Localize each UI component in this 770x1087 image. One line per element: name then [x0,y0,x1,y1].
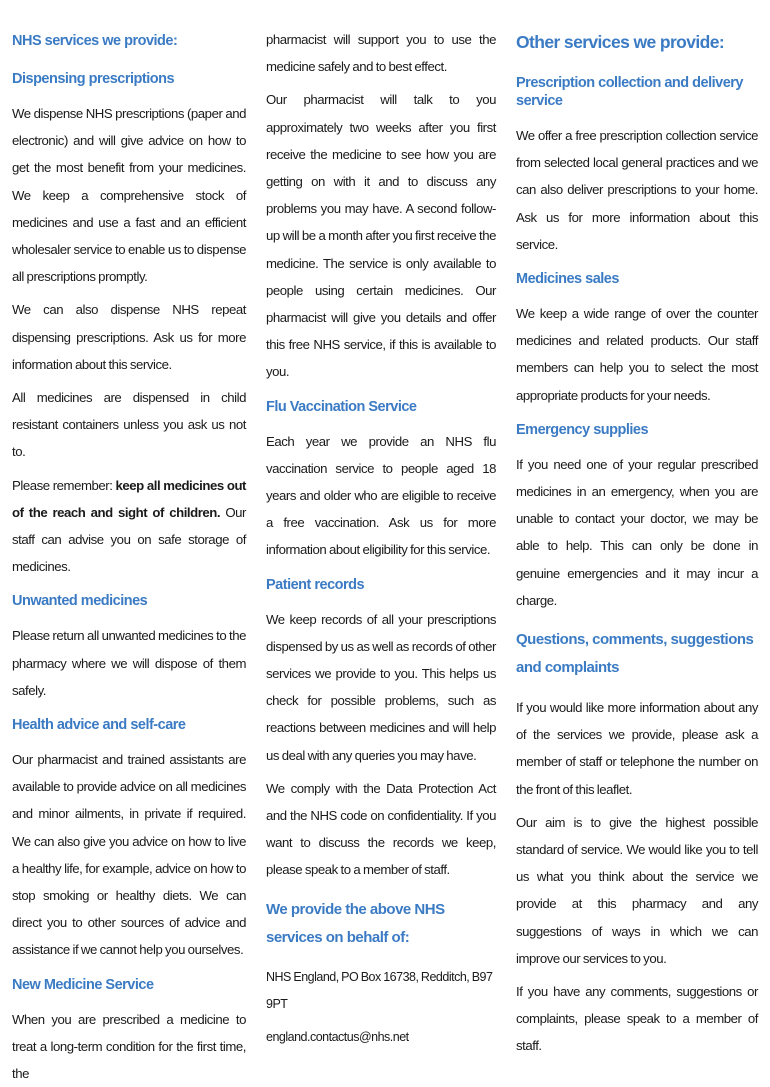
unwanted-heading: Unwanted medicines [12,593,148,610]
collection-paragraph: We offer a free prescription collection service from selected local general practices and we can also deliver prescriptions to your home. Ask us for more information about this service. [516,128,758,252]
flu-heading: Flu Vaccination Service [266,398,417,415]
health-heading: Health advice and self-care [12,717,186,734]
column-right [516,30,758,1060]
column-left [12,32,246,1087]
health-paragraph: Our pharmacist and trained assistants are available to provide advice on all medicines and minor ailments, in private if required. We can also give you advice on how to live a healthy life, for example, advice on how to stop smoking or healthy diets. We can direct you to other sources of advice and assistance if we cannot help you ourselves. [12,752,246,958]
unwanted-paragraph: Please return all unwanted medicines to the pharmacy where we will dispose of them safely. [12,628,246,698]
questions-paragraph-2: Our aim is to give the highest possible standard of service. We would like you to tell us what you think about the service we provide at this pharmacy and any suggestions of ways in which we can improve our services to you. [516,814,758,966]
dispensing-heading: Dispensing prescriptions [12,71,175,87]
questions-paragraph-1: If you would like more information about any of the services we provide, please ask a member of staff or telephone the number on the front of this leaflet. [516,700,758,797]
nms-heading: New Medicine Service [12,976,154,993]
emergency-paragraph: If you need one of your regular prescribed medicines in an emergency, when you are unable to contact your doctor, we may be able to help. This can only be done in genuine emergencies and it may incur a charge. [516,456,758,608]
records-paragraph-1: We keep records of all your prescriptions dispensed by us as well as records of other services we provide to you. This helps us check for possible problems, such as reactions between medicines and will help us deal with any queries you may have. [266,611,496,763]
nhs-services-heading: NHS services we provide: [12,33,178,49]
nms-paragraph-2: Our pharmacist will talk to you approximately two weeks after you first receive the medicine to see how you are getting on with it and to discuss any problems you may have. A second follow-up will be a month after you first receive the medicine. The service is only available to people using certain medicines. Our pharmacist will give you details and offer this free NHS service, if this is available to you. [266,92,496,380]
reminder-prefix: Please remember: [12,477,116,493]
questions-heading: Questions, comments, suggestions and complaints [516,631,754,677]
reminder-bold: keep all medicines out of the reach and sight of children. [12,477,246,520]
column-middle [266,32,496,1051]
nhs-england-address: NHS England, PO Box 16738, Redditch, B97 9PT [266,969,493,1011]
sales-heading: Medicines sales [516,271,619,288]
other-services-heading: Other services we provide: [516,32,725,52]
reminder-suffix: Our staff can advise you on safe storage of medicines. [12,504,246,575]
behalf-heading: We provide the above NHS services on behalf of: [266,900,445,946]
dispensing-paragraph-3: All medicines are dispensed in child resistant containers unless you ask us not to. [12,390,246,460]
collection-heading: Prescription collection and delivery service [516,75,743,109]
nms-paragraph-1: When you are prescribed a medicine to treat a long-term condition for the first time, the [12,1011,246,1082]
sales-paragraph: We keep a wide range of over the counter medicines and related products. Our staff members can help you to select the most appropriate products for your needs. [516,306,758,403]
dispensing-paragraph-2: We can also dispense NHS repeat dispensing prescriptions. Ask us for more information about this service. [12,302,246,372]
records-heading: Patient records [266,576,365,593]
emergency-heading: Emergency supplies [516,421,649,438]
nhs-england-email: england.contactus@nhs.net [266,1030,409,1045]
records-paragraph-2: We comply with the Data Protection Act and the NHS code on confidentiality. If you want to discuss the records we keep, please speak to a member of staff. [266,780,496,878]
dispensing-paragraph-4 [12,472,246,581]
nms-paragraph-continued: pharmacist will support you to use the medicine safely and to best effect. [266,32,496,75]
dispensing-paragraph-1: We dispense NHS prescriptions (paper and electronic) and will give advice on how to get the most benefit from your medicines. We keep a comprehensive stock of medicines and use a fast and an efficient wholesaler service to enable us to dispense all prescriptions promptly. [12,106,246,285]
questions-paragraph-3: If you have any comments, suggestions or complaints, please speak to a member of staff. [516,984,758,1054]
flu-paragraph: Each year we provide an NHS flu vaccination service to people aged 18 years and older who are eligible to receive a free vaccination. Ask us for more information about eligibility for this service. [266,433,496,558]
